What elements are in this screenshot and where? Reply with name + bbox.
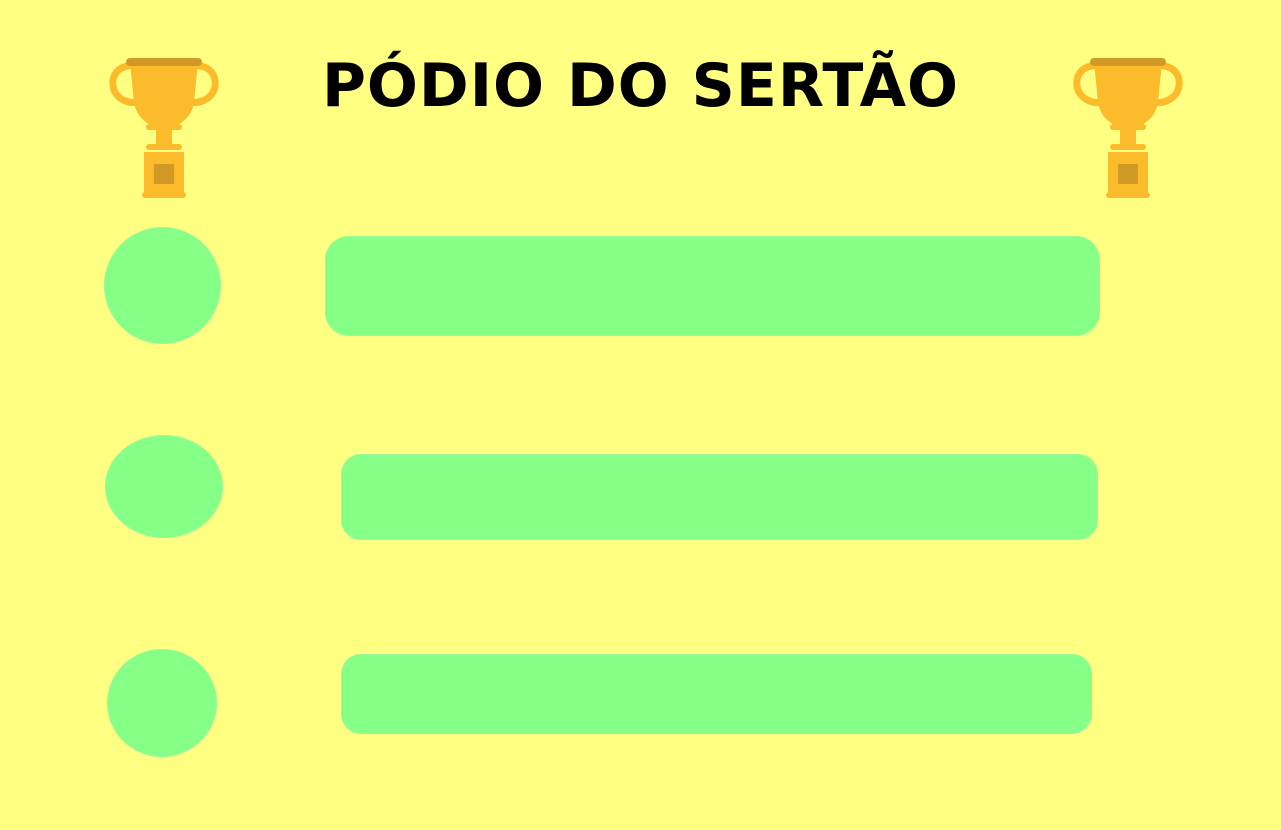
second-place-avatar xyxy=(105,435,223,538)
trophy-icon xyxy=(108,56,220,200)
trophy-icon xyxy=(1072,56,1184,200)
second-place-bar xyxy=(341,454,1098,540)
first-place-bar xyxy=(325,236,1100,336)
third-place-bar xyxy=(341,654,1092,734)
third-place-avatar xyxy=(107,649,217,757)
page-title: PÓDIO DO SERTÃO xyxy=(321,51,960,121)
first-place-avatar xyxy=(104,227,221,344)
